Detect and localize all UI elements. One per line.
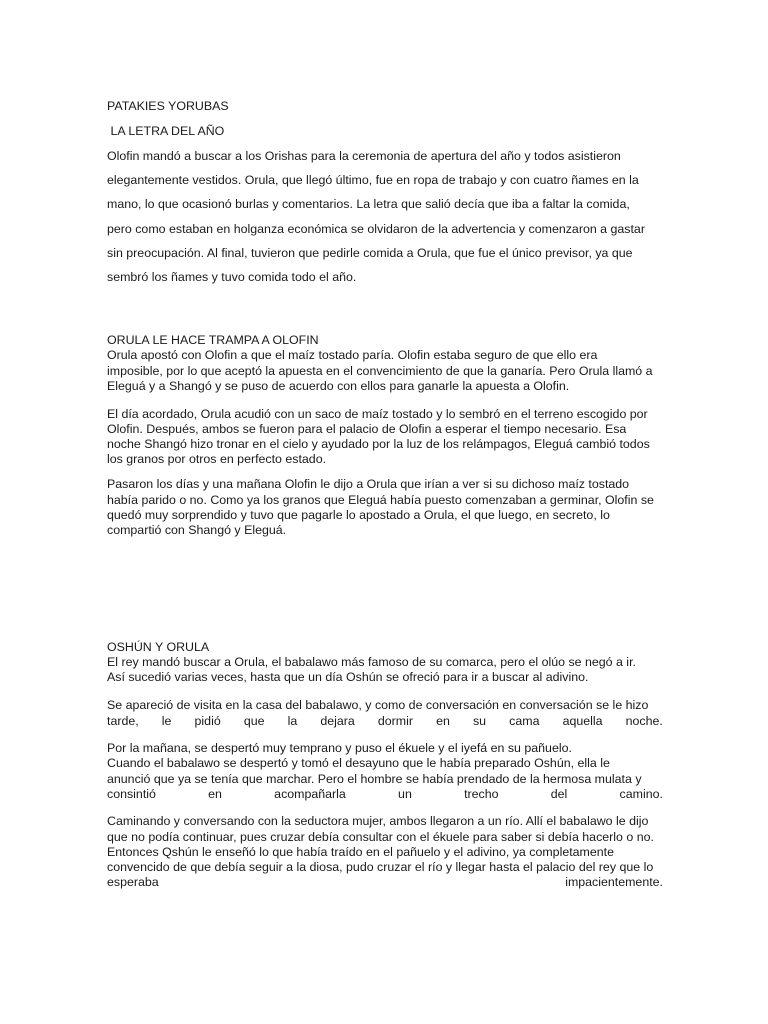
paragraph-line: compartió con Shangó y Eleguá.	[107, 523, 287, 537]
paragraph-line: elegantemente vestidos. Orula, que llegó último, fue en ropa de trabajo y con cuatro ñames en la	[107, 173, 639, 187]
justified-word: aquella	[562, 714, 603, 728]
justified-word: le	[161, 714, 172, 728]
paragraph-line-justified	[107, 786, 663, 802]
justified-word: consintió	[107, 787, 156, 801]
paragraph-line: Así sucedió varias veces, hasta que un día Oshún se ofreció para ir a buscar al adivino.	[107, 670, 589, 684]
document-title: PATAKIES YORUBAS	[107, 99, 229, 113]
paragraph-line: quedó muy sorprendido y tuvo que pagarle lo apostado a Orula, el que luego, en secreto, lo	[107, 508, 610, 522]
justified-word: su	[472, 714, 487, 728]
paragraph-line: pero como estaban en holganza económica se olvidaron de la advertencia y comenzaron a gastar	[107, 222, 645, 236]
section-heading: LA LETRA DEL AÑO	[107, 124, 225, 138]
justified-word: dejara	[320, 714, 355, 728]
justified-word: esperaba	[107, 875, 159, 889]
paragraph-line: Se apareció de visita en la casa del babalawo, y como de conversación en conversación se le hizo	[107, 698, 649, 712]
justified-word: impacientemente.	[565, 875, 663, 889]
paragraph-line: El rey mandó buscar a Orula, el babalawo más famoso de su comarca, pero el olúo se negó a ir.	[107, 655, 636, 669]
justified-word: pidió	[194, 714, 221, 728]
justified-word: un	[398, 787, 412, 801]
paragraph-line: los granos por otros en perfecto estado.	[107, 452, 327, 466]
paragraph-line-justified	[107, 713, 663, 729]
paragraph-line: Cuando el babalawo se despertó y tomó el desayuno que le había preparado Oshún, ella le	[107, 756, 610, 770]
paragraph-line: convencido de que debía seguir a la diosa, pudo cruzar el río y llegar hasta el palacio del rey que lo	[107, 860, 654, 874]
justified-word: cama	[509, 714, 540, 728]
paragraph-line: Olofin mandó a buscar a los Orishas para la ceremonia de apertura del año y todos asistieron	[107, 149, 621, 163]
paragraph-line-justified	[107, 874, 663, 890]
justified-word: camino.	[619, 787, 663, 801]
paragraph-line: anunció que ya se tenía que marchar. Pero el hombre se había prendado de la hermosa mulata y	[107, 772, 642, 786]
paragraph-line: mano, lo que ocasionó burlas y comentarios. La letra que salió decía que iba a faltar la comida,	[107, 197, 630, 211]
paragraph-line: Eleguá y a Shangó y se puso de acuerdo con ellos para ganarle la apuesta a Olofin.	[107, 379, 570, 393]
paragraph-line: sin preocupación. Al final, tuvieron que pedirle comida a Orula, que fue el único previsor, ya que	[107, 246, 633, 260]
paragraph-line: Caminando y conversando con la seductora mujer, ambos llegaron a un río. Allí el babalawo le dijo	[107, 814, 649, 828]
paragraph-line: Orula apostó con Olofin a que el maíz tostado paría. Olofin estaba seguro de que ello era	[107, 348, 598, 362]
section-heading: ORULA LE HACE TRAMPA A OLOFIN	[107, 333, 319, 347]
paragraph-line: Olofin. Después, ambos se fueron para el palacio de Olofin a esperar el tiempo necesario. Esa	[107, 422, 627, 436]
paragraph-line: El día acordado, Orula acudió con un saco de maíz tostado y lo sembró en el terreno escogido por	[107, 407, 648, 421]
paragraph-line: que no podía continuar, pues cruzar debía consultar con el ékuele para saber si debía hacerlo o no.	[107, 830, 654, 844]
paragraph-line: noche Shangó hizo tronar en el cielo y ayudado por la luz de los relámpagos, Eleguá cambió todos	[107, 437, 650, 451]
paragraph-line: Entonces Qshún le enseñó lo que había traído en el pañuelo y el adivino, ya completamente	[107, 845, 614, 859]
justified-word: la	[287, 714, 298, 728]
paragraph-line: imposible, por lo que aceptó la apuesta en el convencimiento de que la ganaría. Pero Orula llamó a	[107, 364, 653, 378]
section-heading: OSHÚN Y ORULA	[107, 640, 210, 654]
paragraph-line: Pasaron los días y una mañana Olofin le dijo a Orula que irían a ver si su dichoso maíz tostado	[107, 477, 630, 491]
justified-word: en	[436, 714, 450, 728]
justified-word: acompañarla	[274, 787, 346, 801]
justified-word: trecho	[464, 787, 499, 801]
paragraph-line: Por la mañana, se despertó muy temprano y puso el ékuele y el iyefá en su pañuelo.	[107, 741, 572, 755]
justified-word: que	[243, 714, 265, 728]
justified-word: tarde,	[107, 714, 139, 728]
paragraph-line: sembró los ñames y tuvo comida todo el año.	[107, 270, 357, 284]
justified-word: noche.	[625, 714, 663, 728]
paragraph-line: había parido o no. Como ya los granos que Eleguá había puesto comenzaban a germinar, Olofin se	[107, 493, 654, 507]
document-page	[107, 0, 663, 1024]
justified-word: en	[208, 787, 222, 801]
justified-word: del	[550, 787, 568, 801]
justified-word: dormir	[377, 714, 413, 728]
